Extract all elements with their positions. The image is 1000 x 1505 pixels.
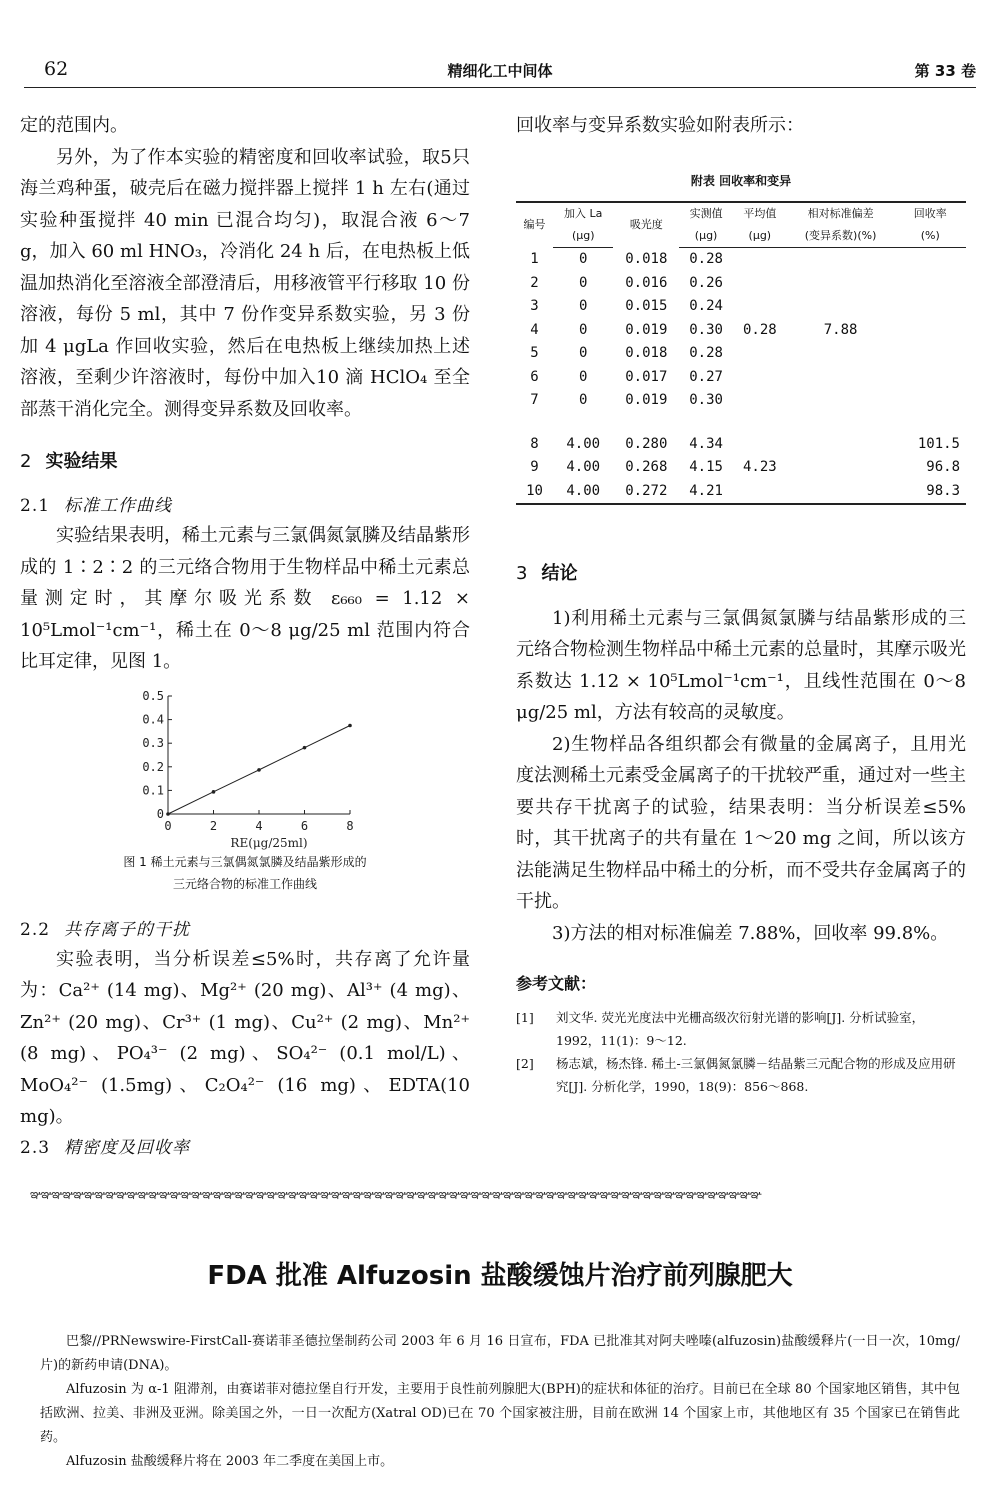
cell-recovery <box>894 342 966 366</box>
col-header-la: 加入 La <box>553 202 613 225</box>
cell-absorbance: 0.017 <box>625 368 668 385</box>
cell-la: 0 <box>579 345 588 362</box>
reference-number: [2] <box>516 1056 534 1071</box>
cell-mean <box>733 271 787 295</box>
x-tick-label: 2 <box>209 818 218 833</box>
news-article <box>40 1255 960 1474</box>
cell-la: 4.00 <box>553 479 613 504</box>
cell-recovery: 98.3 <box>894 479 966 504</box>
col-header-absorbance: 吸光度 <box>613 202 679 248</box>
cell-rsd <box>787 342 895 366</box>
paragraph: 1)利用稀土元素与三氯偶氮氯膦与结晶紫形成的三元络合物检测生物样品中稀土元素的总量时，其摩示吸光系数达 1.12 × 10⁵Lmol⁻¹cm⁻¹，且线性范围在 0～8 μg/25 ml，方法有较高的灵敏度。 <box>516 607 966 723</box>
cell-measured: 0.28 <box>689 251 723 268</box>
col-header-recovery: 回收率 <box>894 202 966 225</box>
data-point <box>257 768 261 772</box>
table-row <box>516 432 966 456</box>
subsection-heading <box>20 491 470 516</box>
cell-no: 8 <box>530 435 539 452</box>
table-row <box>516 479 966 504</box>
cell-no: 5 <box>530 345 539 362</box>
cell-la: 4.00 <box>566 435 601 452</box>
cell-measured: 0.26 <box>689 274 723 291</box>
cell-rsd <box>787 247 895 271</box>
paragraph: 3)方法的相对标准偏差 7.88%，回收率 99.8%。 <box>552 922 949 944</box>
cell-no: 6 <box>530 368 539 385</box>
cell-recovery <box>894 365 966 389</box>
y-tick-label: 0.5 <box>142 688 164 703</box>
x-tick-label: 0 <box>164 818 172 833</box>
cell-mean <box>733 295 787 319</box>
cell-no: 9 <box>530 459 539 476</box>
cell-mean: 4.23 <box>742 459 777 476</box>
cell-mean <box>733 389 787 413</box>
subsection-number: 2.2 <box>20 919 51 940</box>
x-axis-label: RE(μg/25ml) <box>230 835 308 850</box>
cell-mean: 0.28 <box>742 321 777 338</box>
cell-rsd <box>787 456 895 480</box>
section-title: 结论 <box>541 562 578 584</box>
cell-la: 0 <box>579 251 588 268</box>
table-row <box>516 318 966 342</box>
section-number: 2 <box>20 451 32 472</box>
figure-caption <box>20 851 470 895</box>
cell-la: 0 <box>579 298 588 315</box>
col-header-mean: 平均值 <box>733 202 787 225</box>
calibration-chart <box>20 686 470 851</box>
cell-la: 0 <box>579 274 588 291</box>
cell-absorbance: 0.019 <box>625 392 668 409</box>
cell-absorbance: 0.019 <box>625 321 668 338</box>
article-paragraph: Alfuzosin 盐酸缓释片将在 2003 年二季度在美国上市。 <box>66 1454 394 1469</box>
cell-measured: 4.15 <box>689 459 723 476</box>
page-number: 62 <box>44 58 69 80</box>
cell-measured: 0.27 <box>689 368 723 385</box>
cell-la: 0 <box>579 368 588 385</box>
journal-name: 精细化工中间体 <box>447 62 553 80</box>
table-row <box>516 389 966 413</box>
y-tick-label: 0 <box>156 806 164 821</box>
cell-rsd <box>787 389 895 413</box>
cell-mean <box>733 432 787 456</box>
references-heading: 参考文献： <box>516 974 597 993</box>
cell-mean <box>733 247 787 271</box>
right-column <box>516 110 966 1098</box>
col-unit-la: (μg) <box>553 225 613 248</box>
y-tick-label: 0.3 <box>142 735 164 750</box>
subsection-heading <box>20 915 470 940</box>
cell-absorbance: 0.268 <box>625 459 668 476</box>
section-heading <box>20 447 470 473</box>
article-paragraph: Alfuzosin 为 α-1 阻滞剂，由赛诺菲对德拉堡自行开发，主要用于良性前列腺肥大(BPH)的症状和体征的治疗。目前已在全球 80 个国家地区销售，其中包括欧洲、拉美、非洲及亚洲。除美国之外，一日一次配方(Xatral OD)已在 70 个国家被注册，目前在欧洲 14 个国家上市，其他地区有 35 个国家已在销售此药。 <box>40 1382 960 1445</box>
cell-absorbance: 0.280 <box>625 435 668 452</box>
cell-mean <box>733 479 787 504</box>
cell-measured: 4.21 <box>679 479 733 504</box>
col-unit-measured: (μg) <box>679 225 733 248</box>
header-rule <box>24 87 976 88</box>
table-spacer-row <box>516 412 966 432</box>
volume-label: 第 33 卷 <box>914 62 976 80</box>
subsection-number: 2.3 <box>20 1137 51 1158</box>
y-tick-label: 0.2 <box>142 759 164 774</box>
cell-la: 0 <box>579 392 588 409</box>
cell-rsd <box>787 271 895 295</box>
cell-rsd: 7.88 <box>823 321 858 338</box>
cell-absorbance: 0.018 <box>625 251 668 267</box>
col-header-rsd: 相对标准偏差 <box>787 202 895 225</box>
cell-absorbance: 0.272 <box>613 479 679 504</box>
cell-absorbance: 0.018 <box>625 345 668 362</box>
figure-caption-line: 三元络合物的标准工作曲线 <box>172 876 317 891</box>
article-paragraph: 巴黎//PRNewswire-FirstCall-赛诺菲圣德拉堡制药公司 2003 年 6 月 16 日宣布，FDA 已批准其对阿夫唑嗪(alfuzosin)盐酸缓释片(一日一次，10mg/片)的新药申请(DNA)。 <box>40 1334 960 1373</box>
cell-measured: 0.30 <box>689 321 723 338</box>
cell-recovery <box>894 295 966 319</box>
paragraph: 回收率与变异系数实验如附表所示： <box>516 115 804 136</box>
col-header-no: 编号 <box>516 202 553 248</box>
y-tick-label: 0.1 <box>142 782 164 797</box>
cell-la: 4.00 <box>566 459 601 476</box>
cell-recovery: 101.5 <box>917 435 960 452</box>
cell-no: 10 <box>516 479 553 504</box>
paragraph: 实验结果表明，稀土元素与三氯偶氮氯膦及结晶紫形成的 1∶2∶2 的三元络合物用于生物样品中稀土元素总量测定时，其摩尔吸光系数 ε₆₆₀ = 1.12 × 10⁵Lmol⁻¹cm⁻¹，稀土在 0～8 μg/25 ml 范围内符合比耳定律，见图 1。 <box>20 525 470 672</box>
subsection-title: 标准工作曲线 <box>64 496 173 516</box>
section-heading <box>516 559 966 585</box>
x-tick-label: 8 <box>346 818 354 833</box>
cell-no: 1 <box>530 251 539 267</box>
article-title: FDA 批准 Alfuzosin 盐酸缓蚀片治疗前列腺肥大 <box>207 1261 793 1291</box>
results-table <box>516 201 966 505</box>
cell-no: 3 <box>530 298 539 315</box>
cell-rsd <box>787 365 895 389</box>
cell-no: 2 <box>530 274 539 291</box>
cell-recovery <box>894 271 966 295</box>
table-caption: 附表 回收率和变异 <box>690 173 792 188</box>
paragraph: 2)生物样品各组织都会有微量的金属离子，且用光度法测稀土元素受金属离子的干扰较严重，通过对一些主要共存干扰离子的试验，结果表明：当分析误差≤5%时，其干扰离子的共有量在 1～20 mg 之间，所以该方法能满足生物样品中稀土的分析，而不受共存金属离子的干扰。 <box>516 733 966 912</box>
cell-rsd <box>787 432 895 456</box>
table-row <box>516 342 966 366</box>
col-unit-mean: (μg) <box>733 225 787 248</box>
decorative-divider: ఞఞఞఞఞఞఞఞఞఞఞఞఞఞఞఞఞఞఞఞఞఞఞఞఞఞఞఞఞఞఞఞఞఞఞఞఞఞఞఞఞఞఞఞఞఞఞఞఞఞఞఞఞఞఞఞఞఞఞఞఞఞఞఞఞఞఞఞ <box>30 1188 761 1200</box>
cell-measured: 4.34 <box>689 435 723 452</box>
reference-text: 杨志斌，杨杰锋. 稀土-三氯偶氮氯膦－结晶紫三元配合物的形成及应用研究[J]. 分析化学，1990，18(9)：856～868. <box>556 1056 956 1094</box>
cell-measured: 0.28 <box>689 345 723 362</box>
reference-item <box>516 1052 966 1098</box>
x-tick-label: 6 <box>300 818 309 833</box>
subsection-title: 共存离子的干扰 <box>64 919 191 940</box>
data-point <box>212 790 216 794</box>
table-row <box>516 456 966 480</box>
cell-rsd <box>787 295 895 319</box>
col-unit-recovery: (%) <box>894 225 966 248</box>
table-row <box>516 271 966 295</box>
cell-rsd <box>787 479 895 504</box>
section-title: 实验结果 <box>45 451 118 472</box>
cell-measured: 0.24 <box>689 298 723 315</box>
subsection-title: 精密度及回收率 <box>64 1137 191 1158</box>
reference-item <box>516 1006 966 1052</box>
cell-absorbance: 0.016 <box>625 274 668 291</box>
cell-mean <box>733 342 787 366</box>
subsection-number: 2.1 <box>20 496 51 516</box>
paragraph: 实验表明，当分析误差≤5%时，共存离了允许量为：Ca²⁺ (14 mg)、Mg²⁺ (20 mg)、Al³⁺ (4 mg)、Zn²⁺ (20 mg)、Cr³⁺ (1 mg)、Cu²⁺ (2 mg)、Mn²⁺ (8 mg)、PO₄³⁻ (2 mg)、SO₄²⁻ (0.1 mol/L)、MoO₄²⁻ (1.5mg)、C₂O₄²⁻ (16 mg)、EDTA(10 mg)。 <box>20 948 470 1127</box>
table-row <box>516 365 966 389</box>
cell-recovery <box>894 247 966 271</box>
section-number: 3 <box>516 562 528 584</box>
cell-recovery: 96.8 <box>926 459 960 476</box>
col-unit-rsd: (变异系数)(%) <box>787 225 895 248</box>
cell-measured: 0.30 <box>689 392 723 409</box>
data-point <box>303 745 307 749</box>
left-column <box>20 110 470 1162</box>
cell-la: 0 <box>579 321 588 338</box>
x-tick-label: 4 <box>255 818 263 833</box>
cell-absorbance: 0.015 <box>625 298 668 315</box>
data-point <box>348 723 352 727</box>
cell-recovery <box>894 389 966 413</box>
subsection-heading <box>20 1133 470 1158</box>
paragraph: 定的范围内。 <box>20 115 128 136</box>
paragraph: 另外，为了作本实验的精密度和回收率试验，取5只海兰鸡种蛋，破壳后在磁力搅拌器上搅拌 1 h 左右(通过实验种蛋搅拌 40 min 已混合均匀)，取混合液 6～7 g，加入 60 ml HNO₃，冷消化 24 h 后，在电热板上低温加热消化至溶液全部澄清后，用移液管平行移取 10 份溶液，每份 5 ml，其中 7 份作变异系数实验，另 3 份加 4 μgLa 作回收实验，然后在电热板上继续加热上述溶液，至剩少许溶液时，每份中加入10 滴 HClO₄ 至全部蒸干消化完全。测得变异系数及回收率。 <box>20 146 470 420</box>
y-tick-label: 0.4 <box>142 712 164 727</box>
reference-number: [1] <box>516 1010 534 1025</box>
running-header <box>24 58 976 86</box>
col-header-measured: 实测值 <box>679 202 733 225</box>
figure-caption-line: 图 1 稀土元素与三氯偶氮氯膦及结晶紫形成的 <box>123 854 367 869</box>
cell-mean <box>733 365 787 389</box>
table-row <box>516 295 966 319</box>
cell-recovery <box>894 318 966 342</box>
data-point <box>166 812 170 816</box>
cell-no: 7 <box>530 392 539 409</box>
table-row <box>516 247 966 271</box>
cell-no: 4 <box>530 321 539 338</box>
reference-text: 刘文华. 荧光光度法中光栅高级次衍射光谱的影响[J]. 分析试验室，1992，11(1)：9～12. <box>556 1010 925 1048</box>
